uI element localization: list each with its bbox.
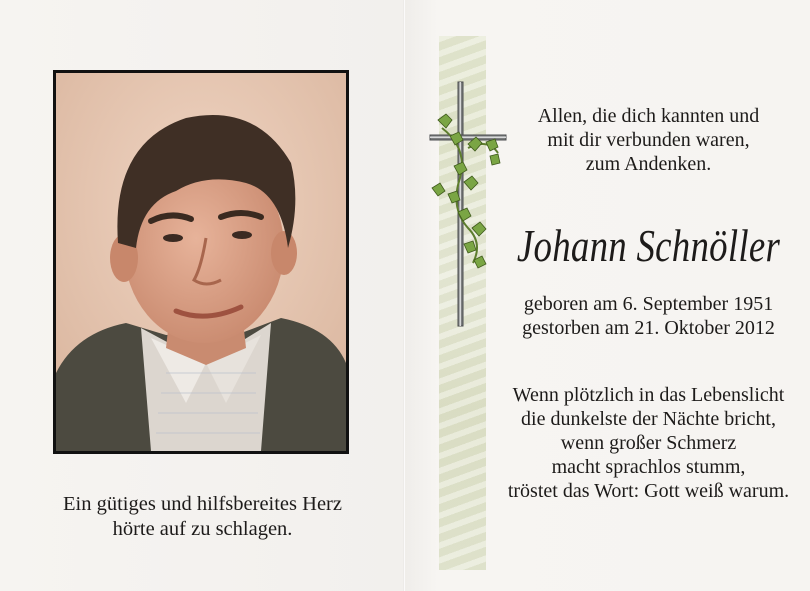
portrait-illustration: [56, 73, 346, 451]
left-caption-line: Ein gütiges und hilfsbereites Herz: [63, 493, 342, 515]
life-dates: [487, 292, 810, 340]
dedication-line: Allen, die dich kannten und: [537, 105, 760, 127]
left-caption-line: hörte auf zu schlagen.: [112, 518, 293, 540]
death-date: gestorben am 21. Oktober 2012: [522, 317, 775, 339]
poem-line: tröstet das Wort: Gott weiß warum.: [507, 480, 790, 502]
portrait-frame: [53, 70, 349, 454]
dedication-line: zum Andenken.: [585, 153, 712, 175]
left-caption: [0, 492, 405, 542]
portrait-photo: [56, 73, 346, 451]
poem-text: [487, 383, 810, 503]
poem-line: macht sprachlos stumm,: [551, 456, 746, 478]
birth-date: geboren am 6. September 1951: [523, 293, 774, 315]
dedication-line: mit dir verbunden waren,: [547, 129, 750, 151]
poem-line: Wenn plötzlich in das Lebenslicht: [512, 384, 785, 406]
poem-line: die dunkelste der Nächte bricht,: [521, 408, 776, 430]
poem-line: wenn großer Schmerz: [560, 432, 737, 454]
dedication-text: [487, 104, 810, 176]
deceased-name: Johann Schnöller: [516, 221, 781, 271]
